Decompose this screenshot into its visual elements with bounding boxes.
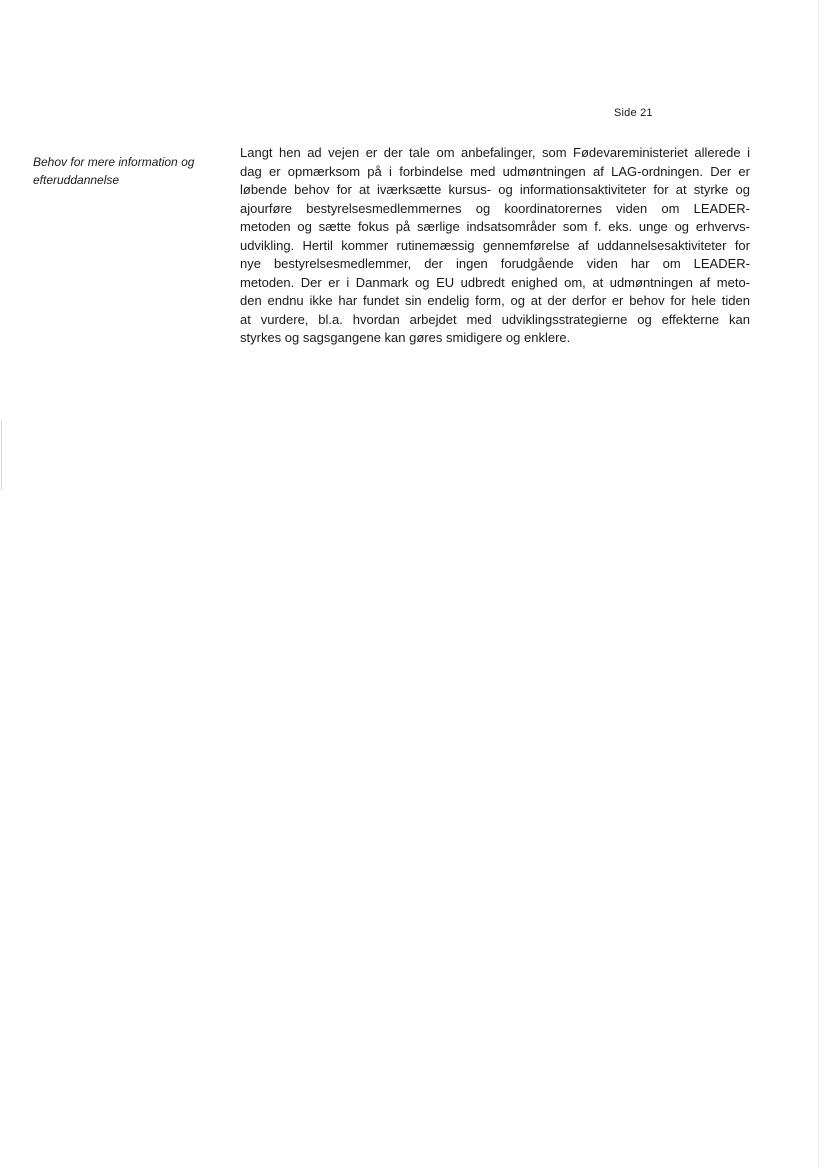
scan-edge-mark — [818, 0, 819, 1168]
paragraph-line: Langt hen ad vejen er der tale om anbefalinger, som Fødevareministeriet allerede i — [240, 145, 750, 160]
paragraph-line: den endnu ikke har fundet sin endelig form, og at der derfor er behov for hele tiden — [240, 293, 750, 308]
paragraph-line: metoden og sætte fokus på særlige indsatsområder som f. eks. unge og erhvervs- — [240, 219, 750, 234]
paragraph-line: styrkes og sagsgangene kan gøres smidigere og enklere. — [240, 330, 571, 345]
paragraph-line: at vurdere, bl.a. hvordan arbejdet med udviklingsstrategierne og effekterne kan — [240, 311, 750, 327]
paragraph-line: nye bestyrelsesmedlemmer, der ingen forudgående viden har om LEADER- — [240, 256, 750, 271]
page-number: Side 21 — [614, 107, 653, 119]
paragraph-line: dag er opmærksom på i forbindelse med udmøntningen af LAG-ordningen. Der er — [240, 163, 750, 179]
body-paragraph — [240, 144, 750, 348]
paragraph-line: udvikling. Hertil kommer rutinemæssig gennemførelse af uddannelsesaktiviteter for — [240, 237, 750, 253]
scan-edge-mark — [1, 420, 2, 490]
paragraph-line: løbende behov for at iværksætte kursus- og informationsaktiviteter for at styrke og — [240, 182, 750, 197]
paragraph-line: ajourføre bestyrelsesmedlemmernes og koordinatorernes viden om LEADER- — [240, 200, 750, 216]
paragraph-line: metoden. Der er i Danmark og EU udbredt enighed om, at udmøntningen af meto- — [240, 274, 750, 290]
margin-note — [33, 153, 223, 189]
margin-note-line: efteruddannelse — [33, 173, 120, 187]
margin-note-line: Behov for mere information og — [33, 155, 195, 169]
